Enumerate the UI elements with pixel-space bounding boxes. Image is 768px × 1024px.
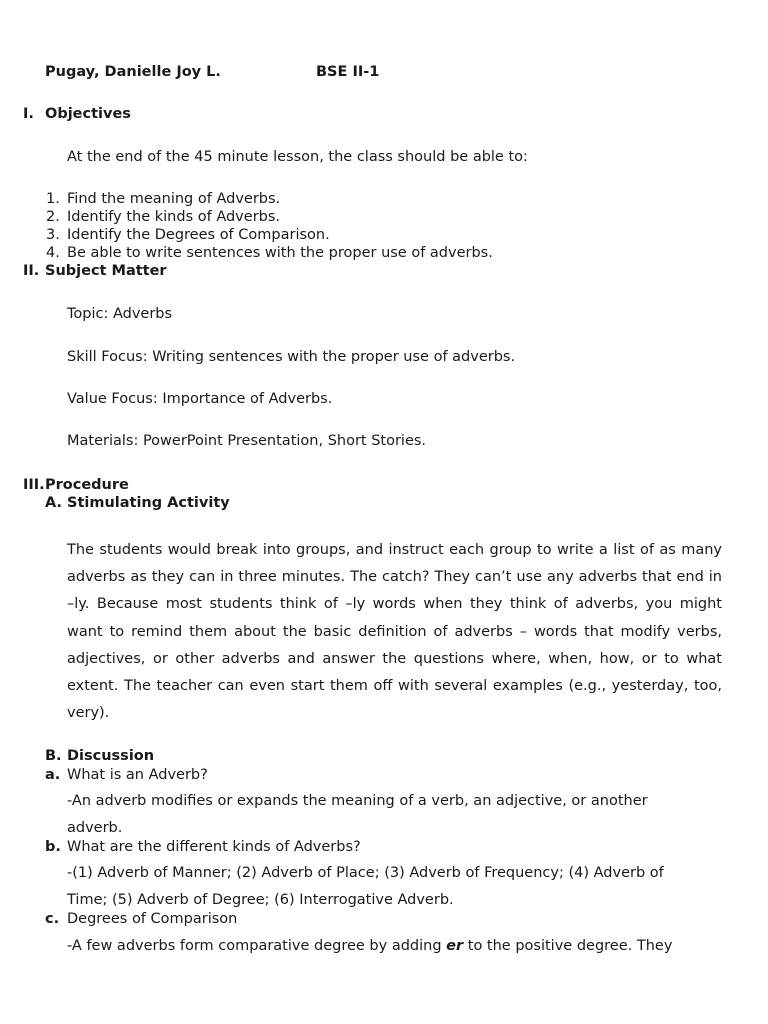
discussion-letter: B. [45,748,62,764]
answer-text-end: to the positive degree. They [463,938,673,954]
skill-focus-line: Skill Focus: Writing sentences with the proper use of adverbs. [67,349,516,365]
activity-paragraph: The students would break into groups, and instruct each group to write a list of as many adverbs as they can in three minutes. The catch? They can’t use any adverbs that end in –ly. Because most students think of –ly words when they think of adverbs, you might want to remind them about the basic definition of adverbs – words that modify verbs, adjectives, or other adverbs and answer the questions where, when, how, or to what extent. The teacher can even start them off with several examples (e.g., yesterday, too, very). [67,542,722,722]
objectives-intro: At the end of the 45 minute lesson, the class should be able to: [67,149,528,165]
value-focus-line: Value Focus: Importance of Adverbs. [67,391,333,407]
activity-letter: A. [45,495,62,511]
question-letter: c. [45,911,60,927]
objectives-heading: Objectives [45,106,131,122]
objective-item: Find the meaning of Adverbs. [67,191,281,207]
discussion-heading: Discussion [67,748,155,764]
answer-text-start: -A few adverbs form comparative degree by adding [67,938,447,954]
objective-item: Be able to write sentences with the proper use of adverbs. [67,245,493,261]
discussion-question: Degrees of Comparison [67,911,238,927]
question-letter: a. [45,767,61,783]
discussion-answer [67,937,672,955]
objective-number: 2. [46,209,60,225]
student-name: Pugay, Danielle Joy L. [45,64,221,80]
procedure-heading: Procedure [45,477,129,493]
answer-emphasis: er [446,938,464,954]
objective-item: Identify the kinds of Adverbs. [67,209,281,225]
section-numeral-i: I. [23,106,34,122]
class-section: BSE II-1 [316,64,380,80]
discussion-answer: -(1) Adverb of Manner; (2) Adverb of Place; (3) Adverb of Frequency; (4) Adverb of Time; (5) Adverb of Degree; (6) Interrogative Adverb. [67,865,664,908]
objective-number: 3. [46,227,60,243]
discussion-answer: -An adverb modifies or expands the meaning of a verb, an adjective, or another adverb. [67,793,648,836]
discussion-question: What are the different kinds of Adverbs? [67,839,361,855]
materials-line: Materials: PowerPoint Presentation, Short Stories. [67,433,427,449]
discussion-question: What is an Adverb? [67,767,208,783]
section-numeral-iii: III. [23,477,45,493]
objective-number: 4. [46,245,60,261]
objective-item: Identify the Degrees of Comparison. [67,227,330,243]
subject-matter-heading: Subject Matter [45,263,167,279]
activity-heading: Stimulating Activity [67,495,230,511]
section-numeral-ii: II. [23,263,40,279]
question-letter: b. [45,839,61,855]
topic-line: Topic: Adverbs [67,306,173,322]
objective-number: 1. [46,191,60,207]
